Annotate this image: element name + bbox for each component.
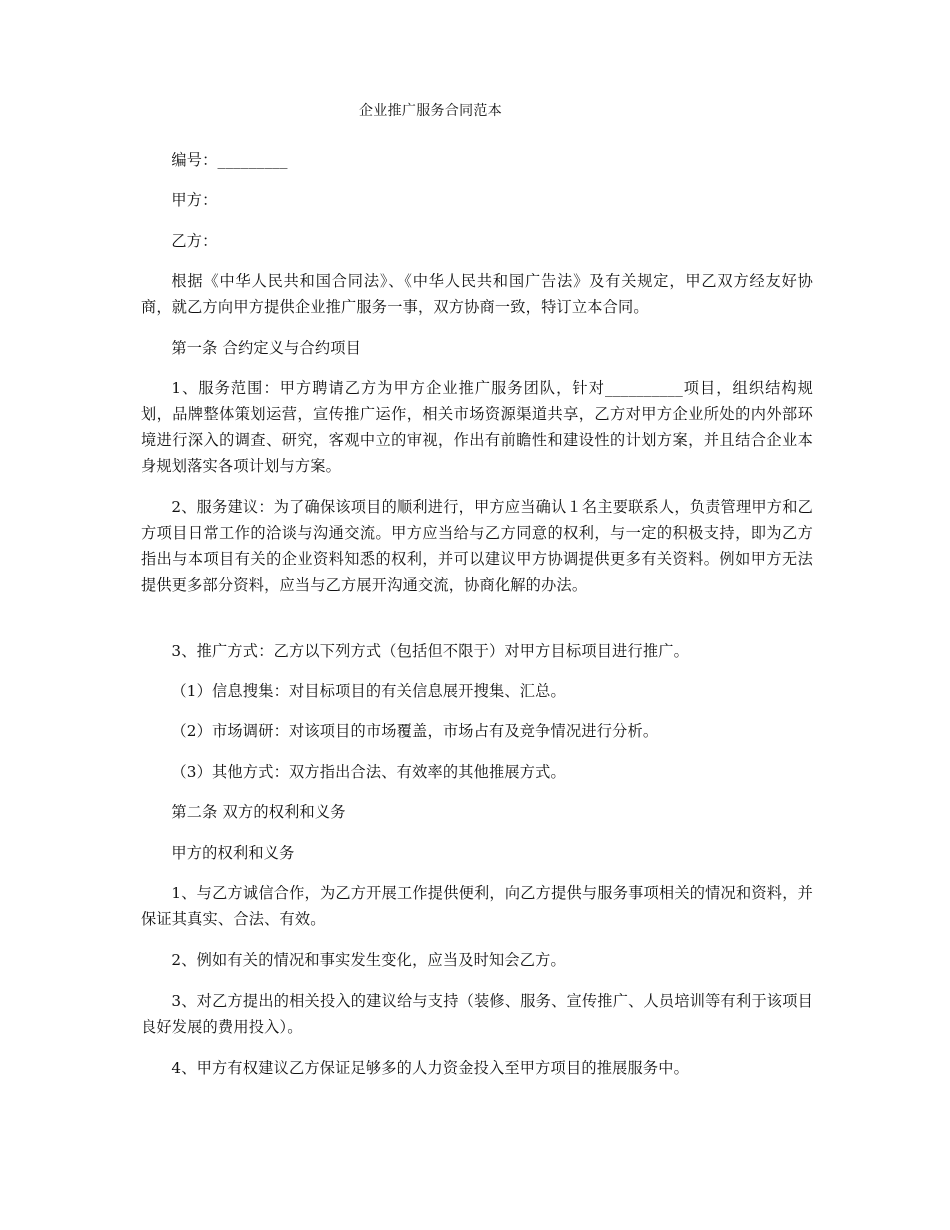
party-a-line: 甲方： <box>171 191 218 209</box>
party-a-duty-3: 3、对乙方提出的相关投入的建议给与支持（装修、服务、宣传推广、人员培训等有利于该项目良好发展的费用投入）。 <box>141 992 813 1036</box>
article-two-heading: 第二条 双方的权利和义务 <box>171 803 346 821</box>
party-a-duty-4: 4、甲方有权建议乙方保证足够多的人力资金投入至甲方项目的推展服务中。 <box>171 1059 690 1077</box>
party-a-duty-2: 2、例如有关的情况和事实发生变化，应当及时知会乙方。 <box>171 951 566 969</box>
contract-number: 编号：_________ <box>171 151 288 169</box>
party-a-duty-1: 1、与乙方诚信合作，为乙方开展工作提供便利，向乙方提供与服务事项相关的情况和资料，并保证其真实、合法、有效。 <box>141 884 813 928</box>
method-item-3: （3）其他方式：双方指出合法、有效率的其他推展方式。 <box>171 763 566 781</box>
party-b-line: 乙方： <box>171 232 218 250</box>
party-a-rights-heading: 甲方的权利和义务 <box>171 844 295 862</box>
preamble-paragraph: 根据《中华人民共和国合同法》、《中华人民共和国广告法》及有关规定，甲乙双方经友好协商，就乙方向甲方提供企业推广服务一事，双方协商一致，特订立本合同。 <box>141 272 813 316</box>
document-title: 企业推广服务合同范本 <box>359 103 502 119</box>
service-advice-paragraph: 2、服务建议：为了确保该项目的顺利进行，甲方应当确认１名主要联系人，负责管理甲方和乙方项目日常工作的洽谈与沟通交流。甲方应当给与乙方同意的权利，与一定的积极支持，即为乙方指出与本项目有关的企业资料知悉的权利，并可以建议甲方协调提供更多有关资料。例如甲方无法提供更多部分资料，应当与乙方展开沟通交流，协商化解的办法。 <box>141 498 813 594</box>
article-one-heading: 第一条 合约定义与合约项目 <box>171 339 362 357</box>
service-scope-paragraph: 1、服务范围：甲方聘请乙方为甲方企业推广服务团队，针对__________项目，组织结构规划，品牌整体策划运营，宣传推广运作，相关市场资源渠道共享，乙方对甲方企业所处的内外部环境进行深入的调查、研究，客观中立的审视，作出有前瞻性和建设性的计划方案，并且结合企业本身规划落实各项计划与方案。 <box>141 379 813 475</box>
promotion-method-paragraph: 3、推广方式：乙方以下列方式（包括但不限于）对甲方目标项目进行推广。 <box>171 642 690 660</box>
method-item-2: （2）市场调研：对该项目的市场覆盖，市场占有及竞争情况进行分析。 <box>171 722 659 740</box>
method-item-1: （1）信息搜集：对目标项目的有关信息展开搜集、汇总。 <box>171 682 566 700</box>
